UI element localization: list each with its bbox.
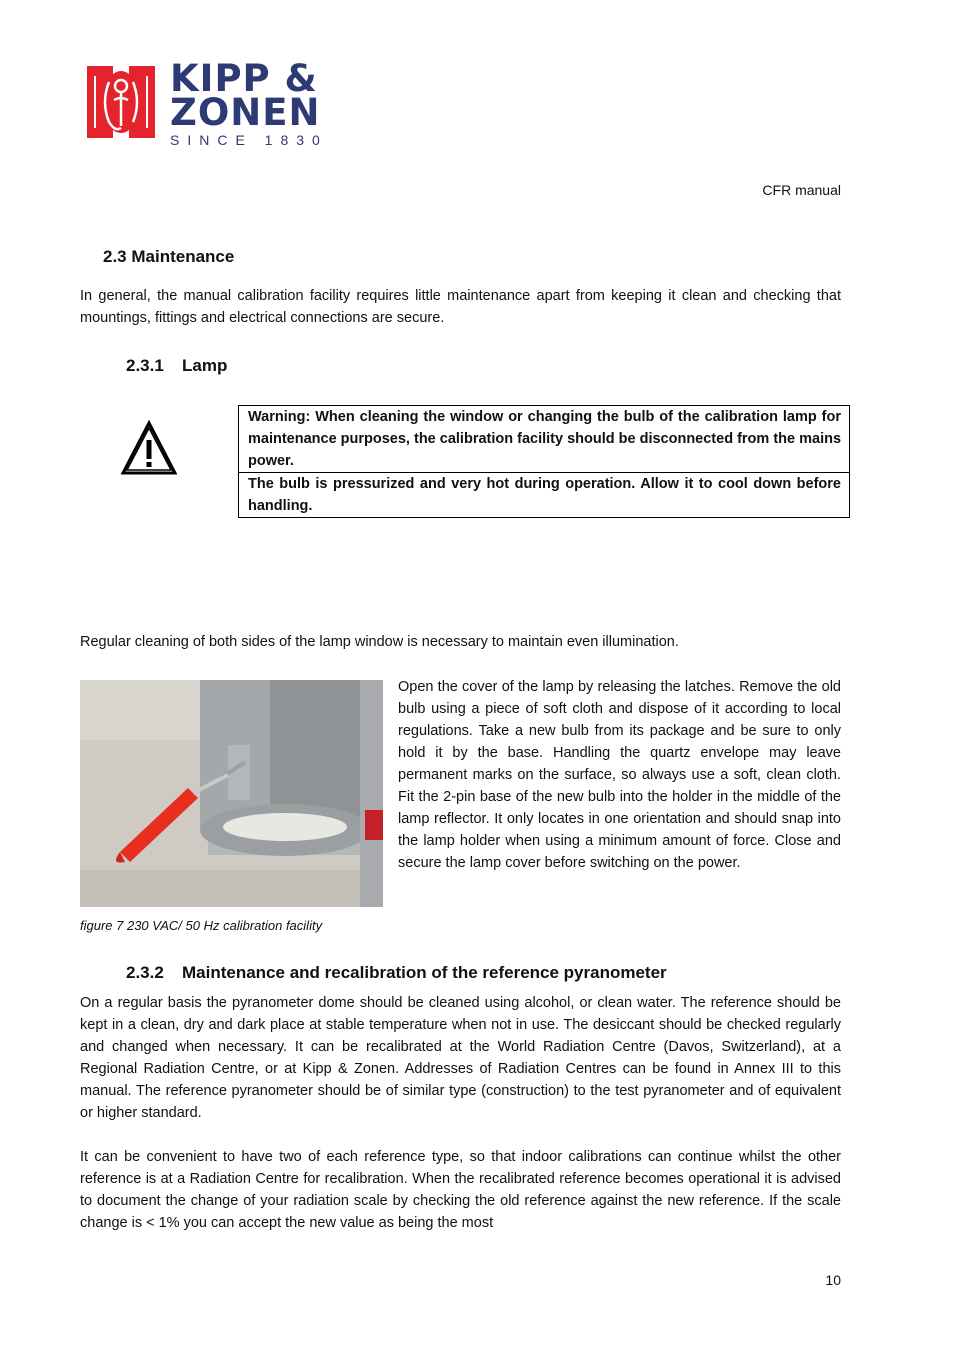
- warning-hot-bulb: The bulb is pressurized and very hot during operation. Allow it to cool down before handling.: [239, 472, 849, 517]
- section-intro: In general, the manual calibration facility requires little maintenance apart from keeping it clean and checking that mountings, fittings and electrical connections are secure.: [80, 288, 841, 326]
- kipp-zonen-logo-mark: [81, 62, 161, 142]
- subsection-title: Maintenance and recalibration of the reference pyranometer: [182, 963, 667, 982]
- document-title: CFR manual: [762, 182, 841, 198]
- section-heading: 2.3 Maintenance: [103, 247, 235, 266]
- subsection-number: 2.3.2: [126, 963, 164, 982]
- kipp-zonen-wordmark: [170, 57, 350, 148]
- calibration-facility-photo: [80, 680, 383, 907]
- recalibration-paragraph-1: On a regular basis the pyranometer dome should be cleaned using alcohol, or clean water. The reference should be kept in a clean, dry and dark place at stable temperature when not in use. The desiccant should be checked regularly and changed when necessary. It can be recalibrated at the World Radiation Centre (Davos, Switzerland), at a Regional Radiation Centre, or at Kipp & Zonen. Addresses of Radiation Centres can be found in Annex III to this manual. The reference pyranometer should be of similar type (construction) to the test pyranometer and of equivalent or higher standard.: [80, 995, 841, 1121]
- warning-box: [238, 405, 850, 518]
- recalibration-paragraph-2: It can be convenient to have two of each reference type, so that indoor calibrations can continue whilst the other reference is at a Radiation Centre for recalibration. When the recalibrated reference becomes operational it is advised to document the change of your radiation scale by checking the old reference against the new reference. If the scale change is < 1% you can accept the new value as being the most: [80, 1149, 841, 1231]
- logo-since: SINCE 1830: [170, 132, 328, 148]
- cleaning-note: Regular cleaning of both sides of the lamp window is necessary to maintain even illumination.: [80, 634, 679, 650]
- subsection-number: 2.3.1: [126, 356, 164, 375]
- figure-caption: figure 7 230 VAC/ 50 Hz calibration facility: [80, 918, 323, 933]
- subsection-title: Lamp: [182, 356, 228, 375]
- logo-line-1: KIPP &: [170, 57, 318, 100]
- warning-disconnect: Warning: When cleaning the window or changing the bulb of the calibration lamp for maintenance purposes, the calibration facility should be disconnected from the mains power.: [248, 409, 842, 469]
- subsection-recalibration-heading: [126, 963, 667, 983]
- subsection-lamp-heading: [126, 356, 227, 376]
- logo-line-2: ZONEN: [170, 91, 321, 134]
- page-number: 10: [825, 1272, 841, 1288]
- bulb-replacement-instructions: Open the cover of the lamp by releasing the latches. Remove the old bulb using a piece of soft cloth and dispose of it according to local regulations. Take a new bulb from its package and be sure to only hold it by the base. Handling the quartz envelope may leave permanent marks on the surface, so always use a soft, clean cloth. Fit the 2-pin base of the new bulb into the holder in the middle of the lamp reflector. It only locates in one orientation and should snap into the lamp holder when using a minimum amount of force. Close and secure the lamp cover before switching on the power.: [398, 679, 841, 871]
- warning-triangle-icon: [121, 420, 177, 476]
